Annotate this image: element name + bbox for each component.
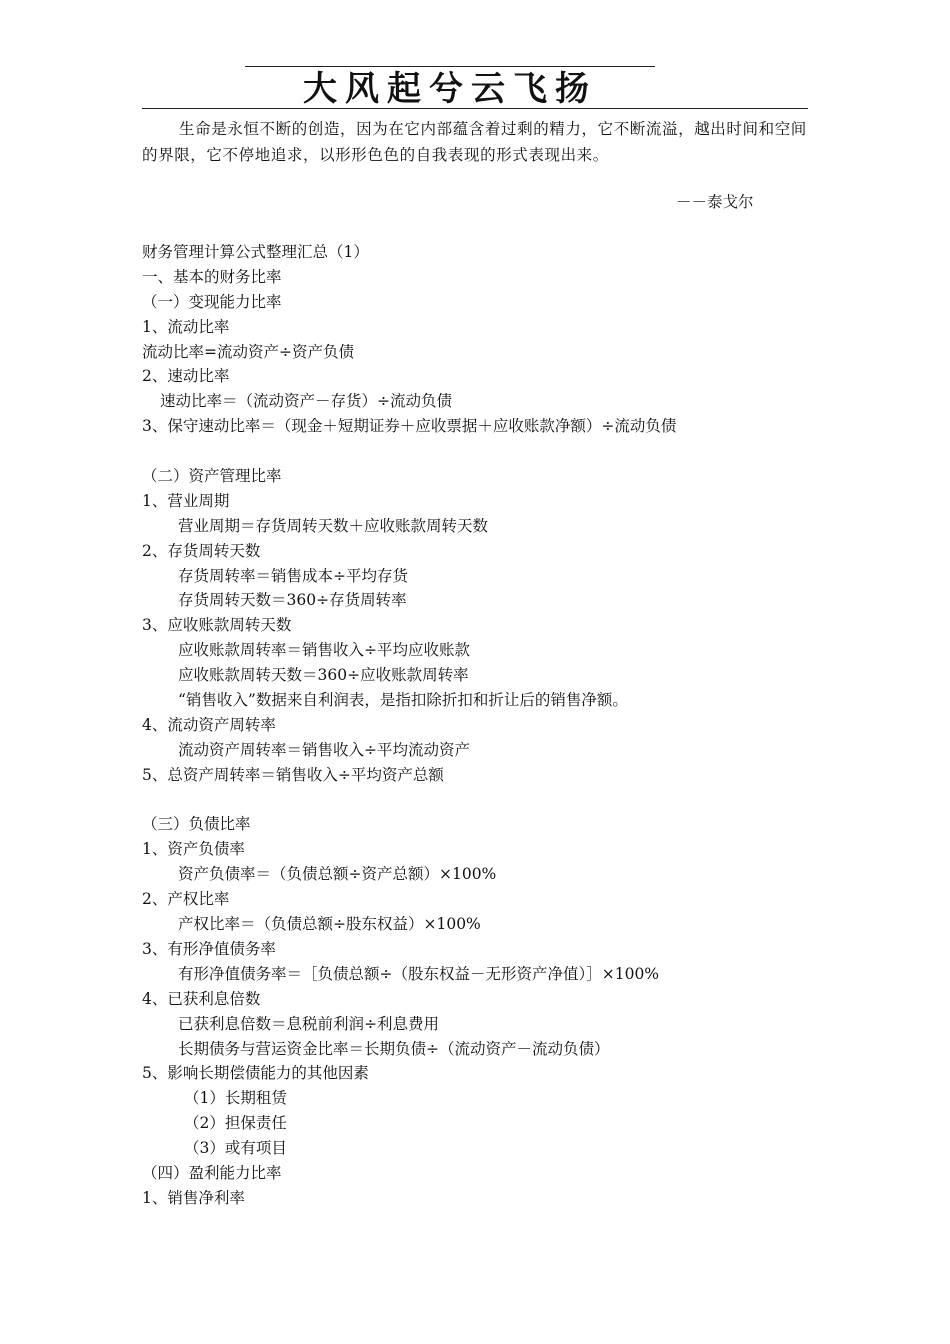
formula: 长期债务与营运资金比率＝长期负债÷（流动资产－流动负债） [178,1039,610,1058]
banner-calligraphy: 大风起兮云飞扬 [303,69,597,109]
list-item: 1、营业周期 [142,491,230,510]
list-item: 2、产权比率 [142,890,230,909]
list-item: 1、资产负债率 [142,840,245,859]
formula: 有形净值债务率＝［负债总额÷（股东权益－无形资产净值）］×100% [178,964,660,983]
list-item: 3、有形净值债务率 [142,939,276,958]
formula: 营业周期＝存货周转天数＋应收账款周转天数 [178,516,489,535]
list-item: 4、已获利息倍数 [142,989,261,1008]
list-item: 3、应收账款周转天数 [142,616,292,635]
list-item: 2、存货周转天数 [142,541,261,560]
spacer [142,439,822,464]
note: “销售收入”数据来自利润表，是指扣除折扣和折让后的销售净额。 [178,691,628,710]
list-item: 2、速动比率 [142,367,230,386]
list-item: 5、影响长期偿债能力的其他因素 [142,1064,369,1083]
formula: 流动比率=流动资产÷资产负债 [142,342,354,361]
list-item: 1、销售净利率 [142,1188,245,1207]
formula: 存货周转率＝销售成本÷平均存货 [178,566,408,585]
sub-list-item: （3）或有项目 [184,1139,287,1158]
formula: 速动比率＝（流动资产－存货）÷流动负债 [160,392,452,411]
list-item: 5、总资产周转率＝销售收入÷平均资产总额 [142,765,444,784]
bottom-rule [142,108,808,109]
document-body [142,240,822,1211]
list-item: 4、流动资产周转率 [142,715,276,734]
quote-text: 生命是永恒不断的创造，因为在它内部蕴含着过剩的精力，它不断流溢，越出时间和空间的界限，它不停地追求，以形形色色的自我表现的形式表现出来。 [142,120,807,164]
formula: 应收账款周转率＝销售收入÷平均应收账款 [178,641,470,660]
formula: 已获利息倍数＝息税前利润÷利息费用 [178,1014,439,1033]
formula: 应收账款周转天数＝360÷应收账款周转率 [178,666,469,685]
formula: 存货周转天数＝360÷存货周转率 [178,591,407,610]
section-heading: 一、基本的财务比率 [142,267,282,286]
formula: 产权比率＝（负债总额÷股东权益）×100% [178,915,481,934]
quote-author: －－泰戈尔 [676,193,754,211]
list-item: 1、流动比率 [142,317,230,336]
formula: 资产负债率＝（负债总额÷资产总额）×100% [178,865,497,884]
list-item: 3、保守速动比率＝（现金＋短期证券＋应收票据＋应收账款净额）÷流动负债 [142,417,677,436]
sub-list-item: （2）担保责任 [184,1114,287,1133]
subsection-heading: （四）盈利能力比率 [142,1163,282,1182]
doc-title: 财务管理计算公式整理汇总（1） [142,243,369,261]
subsection-heading: （一）变现能力比率 [142,292,282,311]
spacer [142,788,822,813]
sub-list-item: （1）长期租赁 [184,1089,287,1108]
subsection-heading: （二）资产管理比率 [142,467,282,486]
subsection-heading: （三）负债比率 [142,815,251,834]
formula: 流动资产周转率＝销售收入÷平均流动资产 [178,740,470,759]
